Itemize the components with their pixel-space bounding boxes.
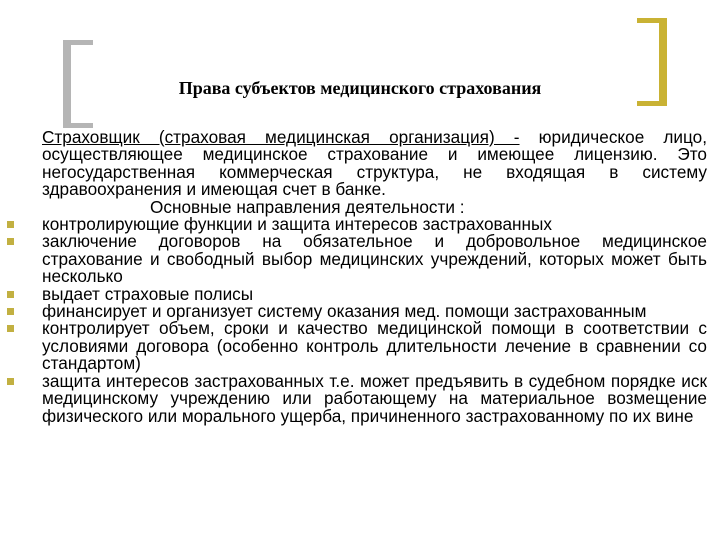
activity-list <box>42 216 707 425</box>
definition-text: юридическое лицо, осуществляющее медицинское страхование и имеющее лицензию. Это негосударственная коммерческая структура, не входящая в систему здравоохранения и имеющая счет в банке. <box>42 127 707 200</box>
subheading: Основные направления деятельности : <box>150 196 465 217</box>
right-bracket-bottom <box>637 101 667 106</box>
slide-content <box>42 129 707 425</box>
definition-term: Страховщик (страховая медицинская организация) - <box>42 127 520 147</box>
square-bullet-icon <box>7 378 14 385</box>
square-bullet-icon <box>7 221 14 228</box>
list-item-text: защита интересов застрахованных т.е. может предъявить в судебном порядке иск медицинскому учреждению или работающему на материальное возмещение физического или морального ущерба, причиненного застрахованному по их вине <box>42 370 707 426</box>
square-bullet-icon <box>7 325 14 332</box>
list-item <box>42 370 707 426</box>
right-bracket-top <box>637 18 667 23</box>
list-item-text: заключение договоров на обязательное и добровольное медицинское страхование и свободный выбор медицинских учреждений, которых может быть несколько <box>42 231 707 287</box>
list-item-text: выдает страховые полисы <box>42 283 254 304</box>
list-item-text: контролирующие функции и защита интересов застрахованных <box>42 214 552 235</box>
list-item-text: контролирует объем, сроки и качество медицинской помощи в соответствии с условиями договора (особенно контроль длительности лечение в сравнении со стандартом) <box>42 318 707 374</box>
left-bracket-top <box>63 40 93 45</box>
square-bullet-icon <box>7 308 14 315</box>
square-bullet-icon <box>7 291 14 298</box>
list-item <box>42 320 707 372</box>
slide-title: Права субъектов медицинского страхования <box>178 78 542 98</box>
right-bracket-decoration <box>659 18 667 106</box>
definition-paragraph <box>42 129 707 199</box>
list-item <box>42 233 707 285</box>
list-item-text: финансирует и организует систему оказания мед. помощи застрахованным <box>42 301 647 322</box>
square-bullet-icon <box>7 238 14 245</box>
